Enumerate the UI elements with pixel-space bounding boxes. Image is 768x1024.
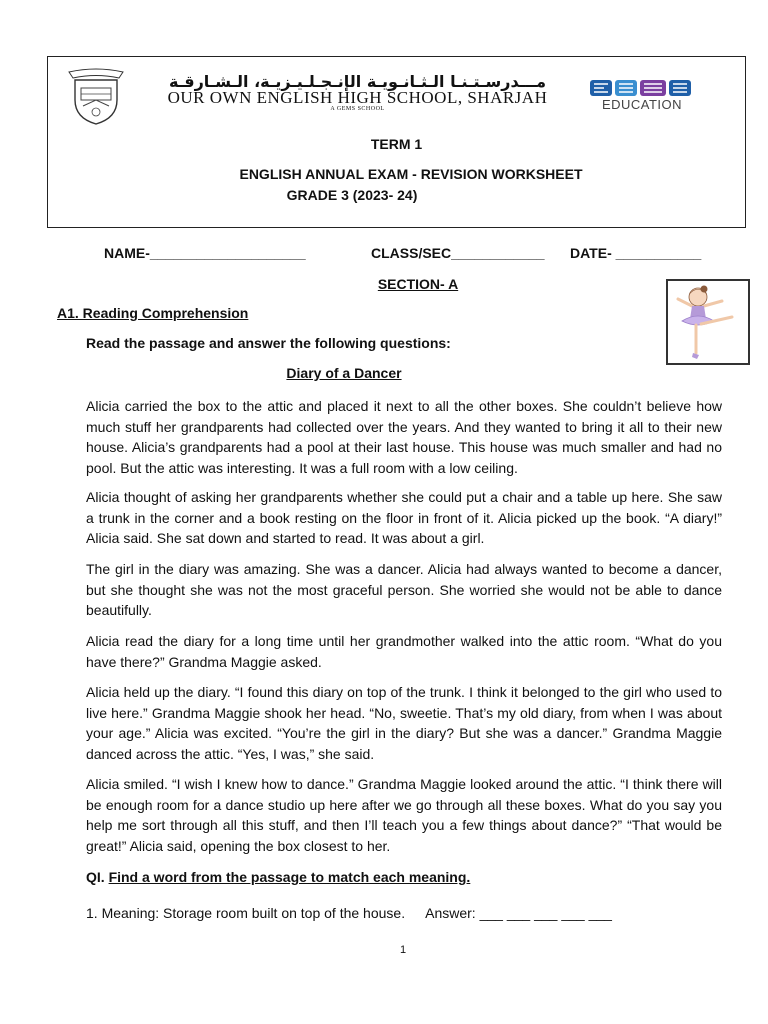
answer-blank[interactable]: Answer: ___ ___ ___ ___ ___ xyxy=(425,905,612,921)
gems-education-label: EDUCATION xyxy=(601,97,683,112)
passage-paragraph: Alicia read the diary for a long time until her grandmother walked into the attic room. “What do you have there?” Grandma Maggie asked. xyxy=(86,633,722,670)
a1-heading: A1. Reading Comprehension xyxy=(57,305,249,321)
passage-paragraph: The girl in the diary was amazing. She was a dancer. Alicia had always wanted to become a dancer, but she thought she was not the most graceful person. She worried she would not be able to dance beautifully. xyxy=(86,561,722,619)
passage-paragraph: Alicia held up the diary. “I found this diary on top of the trunk. I think it belonged to the girl who used to live here.” Grandma Maggie shook her head. “No, sweetie. That’s my old diary, from when I was about your age.” Alicia was excited. “You’re the girl in the diary? But she was a dancer.” Grandma Maggie danced across the attic. “Yes, I was,” she said. xyxy=(86,684,722,762)
passage-title: Diary of a Dancer xyxy=(286,365,402,381)
term-heading: TERM 1 xyxy=(370,136,423,152)
school-crest-icon xyxy=(63,66,129,126)
grade-heading: GRADE 3 (2023- 24) xyxy=(286,187,418,203)
section-heading: SECTION- A xyxy=(377,276,459,292)
school-name: OUR OWN ENGLISH HIGH SCHOOL, SHARJAH xyxy=(167,88,548,107)
date-field[interactable]: DATE- ___________ xyxy=(570,245,702,261)
name-field[interactable]: NAME-____________________ xyxy=(104,245,306,261)
instruction-text: Read the passage and answer the following questions: xyxy=(86,335,451,351)
class-sec-field[interactable]: CLASS/SEC____________ xyxy=(371,245,545,261)
passage-paragraph: Alicia smiled. “I wish I knew how to dance.” Grandma Maggie looked around the attic. “I think there will be enough room for a dance studio up here after we go through all these boxes. What do you say you help me sort through all this stuff, and then I’ll teach you a few things about dance?” “That would be great!” Alicia said, opening the box closest to her. xyxy=(86,776,722,854)
exam-title: ENGLISH ANNUAL EXAM - REVISION WORKSHEET xyxy=(239,166,583,182)
dancer-illustration xyxy=(666,279,750,365)
passage-paragraph: Alicia carried the box to the attic and placed it next to all the other boxes. She couldn’t believe how much stuff her grandparents had collected over the years. And they wanted to bring it all to their new house. Alicia’s grandparents had a pool at their last house. This house was much smaller and had no pool. But the attic was interesting. It was a full room with a low ceiling. xyxy=(86,398,722,476)
question-1-text: Find a word from the passage to match each meaning. xyxy=(108,869,471,885)
passage-paragraph: Alicia thought of asking her grandparents whether she could put a chair and a table up here. She saw a trunk in the corner and a book resting on the floor in front of it. Alicia picked up the book. “A diary!” Alicia said. She sat down and started to read. It was about a girl. xyxy=(86,489,722,547)
school-name-arabic: مـــدرسـتـنـا الـثـانـويـة الإنـجـلـيـزيـة، الـشـارقـة xyxy=(168,72,547,91)
question-1-item xyxy=(86,905,612,921)
question-1-label: QI. xyxy=(86,869,105,885)
question-1-heading xyxy=(86,869,470,885)
school-tagline: A GEMS SCHOOL xyxy=(330,106,385,112)
question-1-item-text: 1. Meaning: Storage room built on top of the house. xyxy=(86,905,406,921)
ballerina-icon xyxy=(668,281,748,363)
page-number: 1 xyxy=(399,944,407,956)
